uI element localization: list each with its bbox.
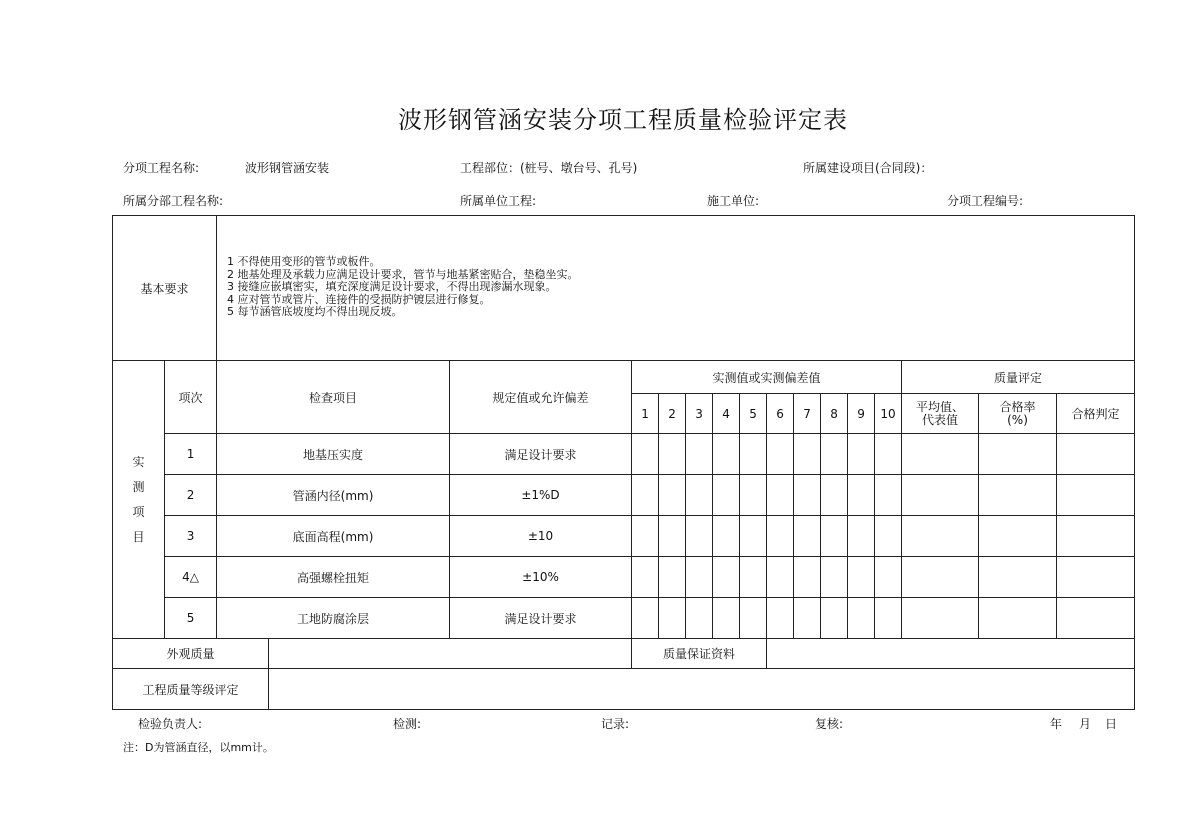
value-cell[interactable] <box>632 557 659 598</box>
footnote: 注：D为管涵直径，以mm计。 <box>123 741 274 754</box>
value-cell[interactable] <box>713 516 740 557</box>
project-location-label: 工程部位：(桩号、墩台号、孔号) <box>460 161 638 175</box>
row-spec: 满足设计要求 <box>450 598 632 639</box>
pass-rate-cell[interactable] <box>979 516 1057 557</box>
value-cell[interactable] <box>794 598 821 639</box>
value-cell[interactable] <box>875 434 902 475</box>
value-cell[interactable] <box>794 516 821 557</box>
value-cell[interactable] <box>794 434 821 475</box>
col-number: 7 <box>794 394 821 434</box>
value-cell[interactable] <box>875 598 902 639</box>
col-number: 5 <box>740 394 767 434</box>
col-number: 9 <box>848 394 875 434</box>
recorder-label: 记录: <box>601 717 630 731</box>
reviewer-label: 复核: <box>815 717 844 731</box>
average-cell[interactable] <box>902 516 979 557</box>
table-row <box>113 516 1135 557</box>
tester-label: 检测: <box>393 717 422 731</box>
col-number: 4 <box>713 394 740 434</box>
row-index: 1 <box>165 434 217 475</box>
value-cell[interactable] <box>848 557 875 598</box>
requirement-item: 5 每节涵管底坡度均不得出现反坡。 <box>227 305 403 318</box>
table-row <box>113 557 1135 598</box>
requirement-item: 1 不得使用变形的管节或板件。 <box>227 255 381 268</box>
value-cell[interactable] <box>821 598 848 639</box>
value-cell[interactable] <box>713 434 740 475</box>
requirement-item: 2 地基处理及承载力应满足设计要求，管节与地基紧密贴合，垫稳坐实。 <box>227 267 579 281</box>
value-cell[interactable] <box>632 598 659 639</box>
row-spec: ±1%D <box>450 475 632 516</box>
value-cell[interactable] <box>848 434 875 475</box>
row-check-item: 工地防腐涂层 <box>217 598 450 639</box>
month-label: 月 <box>1079 717 1092 731</box>
judgement-cell[interactable] <box>1057 475 1135 516</box>
table-row <box>113 434 1135 475</box>
quality-assurance-value[interactable] <box>767 639 1135 669</box>
value-cell[interactable] <box>875 557 902 598</box>
value-cell[interactable] <box>740 598 767 639</box>
table-row <box>113 598 1135 639</box>
value-cell[interactable] <box>740 516 767 557</box>
header-measured-values: 实测值或实测偏差值 <box>632 361 902 394</box>
pass-rate-cell[interactable] <box>979 557 1057 598</box>
value-cell[interactable] <box>632 516 659 557</box>
quality-grade-label: 工程质量等级评定 <box>113 669 269 710</box>
row-index: 5 <box>165 598 217 639</box>
requirement-item: 4 应对管节或管片、连接件的受损防护镀层进行修复。 <box>227 292 491 306</box>
value-cell[interactable] <box>713 557 740 598</box>
value-cell[interactable] <box>713 475 740 516</box>
unit-project-label: 所属单位工程: <box>460 194 537 208</box>
col-number: 10 <box>875 394 902 434</box>
value-cell[interactable] <box>767 475 794 516</box>
col-number: 2 <box>659 394 686 434</box>
quality-assurance-label: 质量保证资料 <box>632 639 767 669</box>
subitem-name-value: 波形钢管涵安装 <box>245 161 330 175</box>
average-cell[interactable] <box>902 557 979 598</box>
judgement-cell[interactable] <box>1057 557 1135 598</box>
average-cell[interactable] <box>902 475 979 516</box>
header-index: 项次 <box>165 361 217 434</box>
subitem-name-label: 分项工程名称: <box>123 161 200 175</box>
value-cell[interactable] <box>848 516 875 557</box>
row-spec: ±10% <box>450 557 632 598</box>
value-cell[interactable] <box>659 598 686 639</box>
quality-grade-value[interactable] <box>269 669 1135 710</box>
header-spec: 规定值或允许偏差 <box>450 361 632 434</box>
inspection-table <box>112 215 1135 710</box>
col-number: 6 <box>767 394 794 434</box>
contractor-label: 施工单位: <box>707 194 760 208</box>
row-index: 4△ <box>165 557 217 598</box>
value-cell[interactable] <box>659 557 686 598</box>
header-check-item: 检查项目 <box>217 361 450 434</box>
row-check-item: 底面高程(mm) <box>217 516 450 557</box>
pass-rate-cell[interactable] <box>979 434 1057 475</box>
value-cell[interactable] <box>659 434 686 475</box>
value-cell[interactable] <box>740 557 767 598</box>
value-cell[interactable] <box>794 475 821 516</box>
value-cell[interactable] <box>659 475 686 516</box>
row-spec: ±10 <box>450 516 632 557</box>
value-cell[interactable] <box>794 557 821 598</box>
value-cell[interactable] <box>686 598 713 639</box>
value-cell[interactable] <box>686 475 713 516</box>
table-row <box>113 475 1135 516</box>
value-cell[interactable] <box>767 598 794 639</box>
year-label: 年 <box>1050 717 1063 731</box>
subitem-code-label: 分项工程编号: <box>947 194 1024 208</box>
value-cell[interactable] <box>875 475 902 516</box>
day-label: 日 <box>1105 717 1118 731</box>
judgement-cell[interactable] <box>1057 516 1135 557</box>
appearance-quality-label: 外观质量 <box>113 639 269 669</box>
header-pass-rate: 合格率 (%) <box>979 394 1057 434</box>
value-cell[interactable] <box>875 516 902 557</box>
inspector-label: 检验负责人: <box>138 717 203 731</box>
row-check-item: 地基压实度 <box>217 434 450 475</box>
construction-project-label: 所属建设项目(合同段)： <box>803 161 933 175</box>
header-average: 平均值、 代表值 <box>902 394 979 434</box>
value-cell[interactable] <box>686 434 713 475</box>
value-cell[interactable] <box>713 598 740 639</box>
average-cell[interactable] <box>902 434 979 475</box>
value-cell[interactable] <box>632 434 659 475</box>
value-cell[interactable] <box>686 516 713 557</box>
average-cell[interactable] <box>902 598 979 639</box>
division-name-label: 所属分部工程名称: <box>123 194 224 208</box>
value-cell[interactable] <box>740 434 767 475</box>
value-cell[interactable] <box>821 475 848 516</box>
col-number: 1 <box>632 394 659 434</box>
row-index: 3 <box>165 516 217 557</box>
page-title: 波形钢管涵安装分项工程质量检验评定表 <box>398 106 848 134</box>
row-spec: 满足设计要求 <box>450 434 632 475</box>
value-cell[interactable] <box>821 516 848 557</box>
value-cell[interactable] <box>686 557 713 598</box>
appearance-quality-value[interactable] <box>269 639 632 669</box>
value-cell[interactable] <box>659 516 686 557</box>
measured-items-side-label: 实 测 项 目 <box>113 361 165 639</box>
basic-requirements-label: 基本要求 <box>113 216 217 361</box>
judgement-cell[interactable] <box>1057 598 1135 639</box>
value-cell[interactable] <box>740 475 767 516</box>
header-quality-assessment: 质量评定 <box>902 361 1135 394</box>
row-check-item: 管涵内径(mm) <box>217 475 450 516</box>
value-cell[interactable] <box>848 475 875 516</box>
value-cell[interactable] <box>767 557 794 598</box>
value-cell[interactable] <box>848 598 875 639</box>
value-cell[interactable] <box>821 557 848 598</box>
value-cell[interactable] <box>632 475 659 516</box>
col-number: 3 <box>686 394 713 434</box>
header-pass-judgement: 合格判定 <box>1057 394 1135 434</box>
row-index: 2 <box>165 475 217 516</box>
requirement-item: 3 接缝应嵌填密实，填充深度满足设计要求，不得出现渗漏水现象。 <box>227 280 557 293</box>
value-cell[interactable] <box>767 516 794 557</box>
value-cell[interactable] <box>821 434 848 475</box>
judgement-cell[interactable] <box>1057 434 1135 475</box>
basic-requirements-content <box>217 216 1135 361</box>
col-number: 8 <box>821 394 848 434</box>
value-cell[interactable] <box>767 434 794 475</box>
pass-rate-cell[interactable] <box>979 598 1057 639</box>
pass-rate-cell[interactable] <box>979 475 1057 516</box>
row-check-item: 高强螺栓扭矩 <box>217 557 450 598</box>
